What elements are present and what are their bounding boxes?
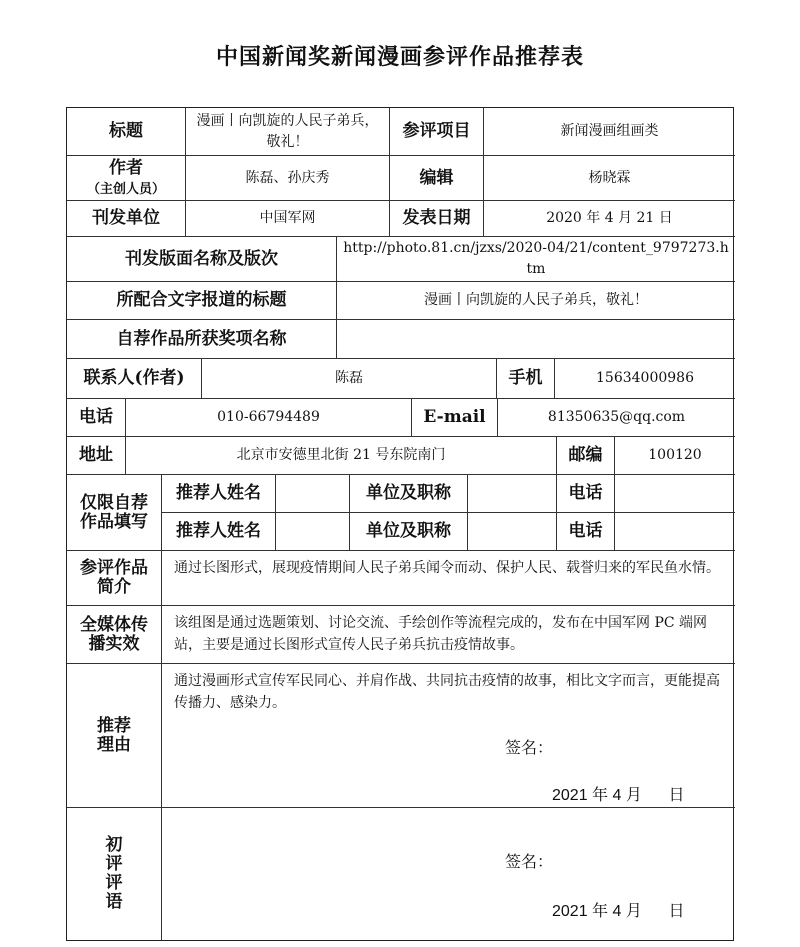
recommender-1-name-value: [275, 474, 349, 512]
intro-value: 通过长图形式，展现疫情期间人民子弟兵闻令而动、保护人民、载誉归来的军民鱼水情。: [161, 550, 735, 605]
email-value: 81350635@qq.com: [497, 398, 735, 436]
award-value: [336, 319, 735, 358]
recommendation-form: [66, 107, 734, 941]
contact-label: 联系人(作者): [67, 358, 201, 398]
media-effect-label: 全媒体传播实效: [67, 605, 161, 663]
intro-label: 参评作品简介: [67, 550, 161, 605]
recommender-1-unit-value: [467, 474, 556, 512]
reason-value: 通过漫画形式宣传军民同心、并肩作战、共同抗击疫情的故事，相比文字而言，更能提高传播力、感染力。: [174, 673, 720, 711]
award-label: 自荐作品所获奖项名称: [67, 319, 336, 358]
phone-value: 010-66794489: [125, 398, 411, 436]
reason-signature-date: 2021 年 4 月 日: [552, 787, 685, 804]
recommender-2-unit-label: 单位及职称: [349, 512, 467, 550]
contact-value: 陈磊: [201, 358, 496, 398]
address-value: 北京市安德里北街 21 号东院南门: [125, 436, 556, 474]
date-label: 发表日期: [389, 200, 483, 236]
mobile-label: 手机: [496, 358, 554, 398]
layout-value: http://photo.81.cn/jzxs/2020-04/21/content_9797273.htm: [336, 236, 735, 281]
review-label: 初评评语: [67, 807, 161, 940]
review-signature-label: 签名：: [505, 854, 554, 871]
address-label: 地址: [67, 436, 125, 474]
recommender-2-name-label: 推荐人姓名: [161, 512, 275, 550]
recommender-2-unit-value: [467, 512, 556, 550]
title-value: 漫画丨向凯旋的人民子弟兵，敬礼！: [185, 108, 389, 155]
recommender-2-phone-value: [614, 512, 735, 550]
reason-label: 推荐理由: [67, 663, 161, 807]
postcode-label: 邮编: [556, 436, 614, 474]
email-label: E-mail: [411, 398, 497, 436]
recommender-1-phone-label: 电话: [556, 474, 614, 512]
author-label: 作者: [109, 158, 143, 178]
phone-label: 电话: [67, 398, 125, 436]
author-value: 陈磊、孙庆秀: [185, 155, 389, 200]
editor-label: 编辑: [389, 155, 483, 200]
unit-label: 刊发单位: [67, 200, 185, 236]
date-value: 2020 年 4 月 21 日: [483, 200, 735, 236]
page-title: 中国新闻奖新闻漫画参评作品推荐表: [215, 44, 584, 70]
mobile-value: 15634000986: [554, 358, 735, 398]
postcode-value: 100120: [614, 436, 735, 474]
recommender-2-name-value: [275, 512, 349, 550]
media-effect-value: 该组图是通过选题策划、讨论交流、手绘创作等流程完成的，发布在中国军网 PC 端网站，主要是通过长图形式宣传人民子弟兵抗击疫情故事。: [161, 605, 735, 663]
recommender-1-unit-label: 单位及职称: [349, 474, 467, 512]
category-label: 参评项目: [389, 108, 483, 155]
self-recommend-label: 仅限自荐作品填写: [67, 474, 161, 550]
recommender-1-name-label: 推荐人姓名: [161, 474, 275, 512]
related-report-value: 漫画丨向凯旋的人民子弟兵，敬礼！: [336, 281, 735, 319]
review-signature-date: 2021 年 4 月 日: [552, 903, 685, 920]
author-sub-label: （主创人员）: [86, 182, 165, 197]
author-label-cell: [67, 155, 185, 200]
category-value: 新闻漫画组画类: [483, 108, 735, 155]
unit-value: 中国军网: [185, 200, 389, 236]
editor-value: 杨晓霖: [483, 155, 735, 200]
title-label: 标题: [109, 121, 143, 141]
reason-signature-label: 签名：: [505, 740, 554, 757]
related-report-label: 所配合文字报道的标题: [67, 281, 336, 319]
recommender-1-phone-value: [614, 474, 735, 512]
recommender-2-phone-label: 电话: [556, 512, 614, 550]
layout-label: 刊发版面名称及版次: [67, 236, 336, 281]
